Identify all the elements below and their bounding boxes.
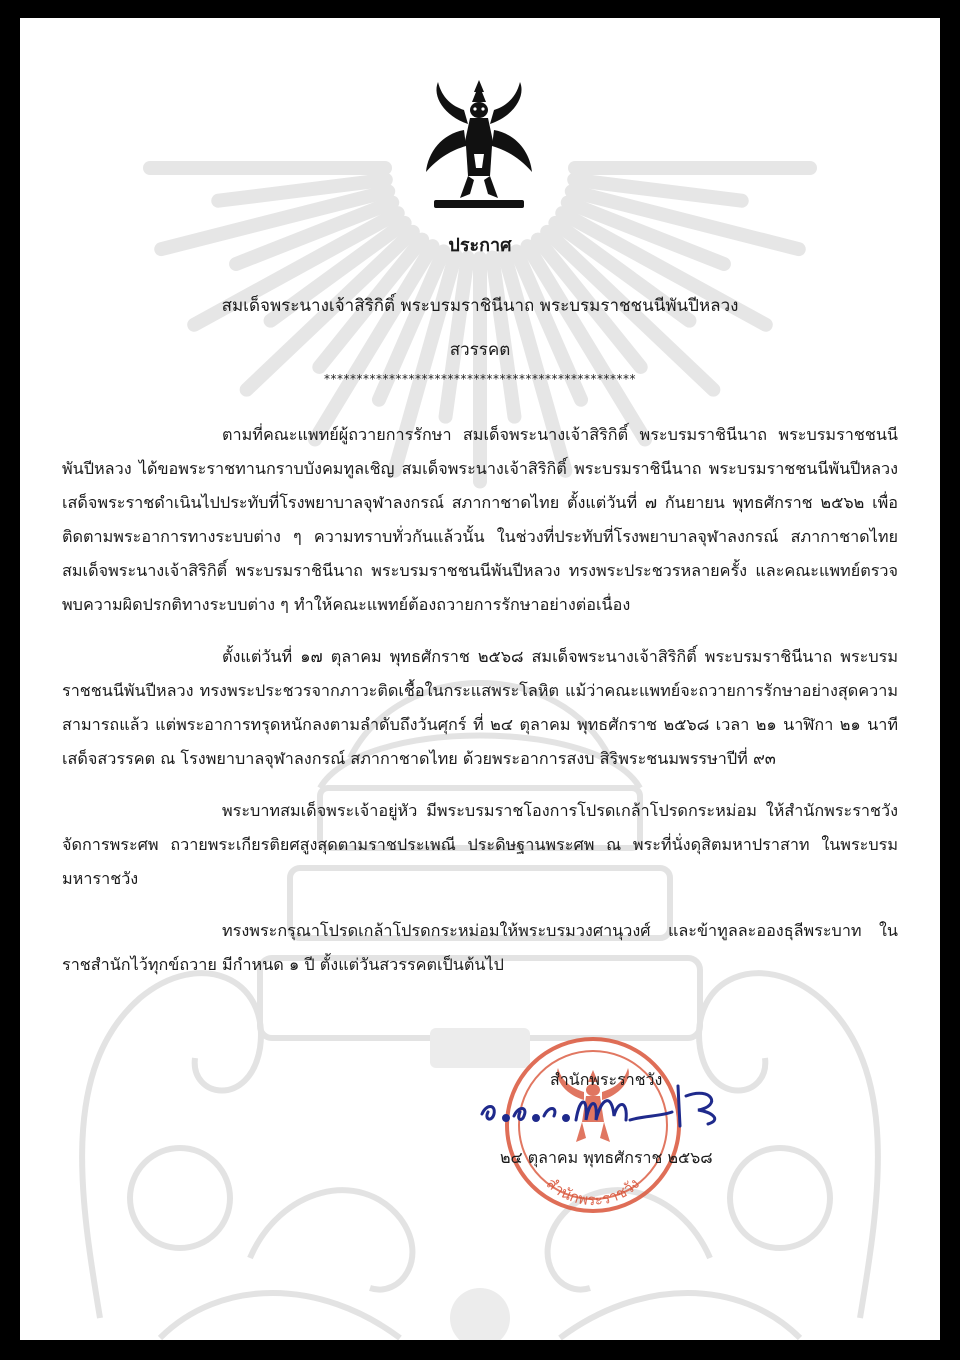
paragraph: พระบาทสมเด็จพระเจ้าอยู่หัว มีพระบรมราชโองการโปรดเกล้าโปรดกระหม่อม ให้สำนักพระราชวัง จัดการพระศพ ถวายพระเกียรติยศสูงสุดตามราชประเพณี ประดิษฐานพระศพ ณ พระที่นั่งดุสิตมหาปราสาท ในพระบรมมหาราชวัง xyxy=(62,801,898,888)
issuing-office: สำนักพระราชวัง xyxy=(550,1070,663,1089)
paragraph: ตามที่คณะแพทย์ผู้ถวายการรักษา สมเด็จพระนางเจ้าสิริกิติ์ พระบรมราชินีนาถ พระบรมราชชนนีพันปีหลวง ได้ขอพระราชทานกราบบังคมทูลเชิญ สมเด็จพระนางเจ้าสิริกิติ์ พระบรมราชินีนาถ พระบรมราชชนนีพันปีหลวง เสด็จพระราชดำเนินไปประทับที่โรงพยาบาลจุฬาลงกรณ์ สภากาชาดไทย ตั้งแต่วันที่ ๗ กันยายน พุทธศักราช ๒๕๖๒ เพื่อติดตามพระอาการทางระบบต่าง ๆ ความทราบทั่วกันแล้วนั้น ในช่วงที่ประทับที่โรงพยาบาลจุฬาลงกรณ์ สภากาชาดไทย สมเด็จพระนางเจ้าสิริกิติ์ พระบรมราชินีนาถ พระบรมราชชนนีพันปีหลวง ทรงพระประชวรหลายครั้ง และคณะแพทย์ตรวจพบความผิดปรกติทางระบบต่าง ๆ ทำให้คณะแพทย์ต้องถวายการรักษาอย่างต่อเนื่อง xyxy=(62,425,898,614)
garuda-emblem-icon xyxy=(424,76,534,216)
announcement-heading: ประกาศ xyxy=(448,235,512,256)
announcement-body xyxy=(62,418,898,1000)
paragraph: ทรงพระกรุณาโปรดเกล้าโปรดกระหม่อมให้พระบรมวงศานุวงศ์ และข้าทูลละอองธุลีพระบาท ในราชสำนักไว้ทุกข์ถวาย มีกำหนด ๑ ปี ตั้งแต่วันสวรรคตเป็นต้นไป xyxy=(62,921,898,974)
document-page xyxy=(20,18,940,1340)
paragraph: ตั้งแต่วันที่ ๑๗ ตุลาคม พุทธศักราช ๒๕๖๘ สมเด็จพระนางเจ้าสิริกิติ์ พระบรมราชินีนาถ พระบรมราชชนนีพันปีหลวง ทรงพระประชวรจากภาวะติดเชื้อในกระแสพระโลหิต แม้ว่าคณะแพทย์จะถวายการรักษาอย่างสุดความสามารถแล้ว แต่พระอาการทรุดหนักลงตามลำดับถึงวันศุกร์ ที่ ๒๔ ตุลาคม พุทธศักราช ๒๕๖๘ เวลา ๒๑ นาฬิกา ๒๑ นาที เสด็จสวรรคต ณ โรงพยาบาลจุฬาลงกรณ์ สภากาชาดไทย ด้วยพระอาการสงบ สิริพระชนมพรรษาปีที่ ๙๓ xyxy=(62,647,898,768)
separator-line: ************************************************ xyxy=(324,372,636,386)
announcement-subject: สมเด็จพระนางเจ้าสิริกิติ์ พระบรมราชินีนาถ พระบรมราชชนนีพันปีหลวง xyxy=(221,296,739,316)
announcement-subject-line2: สวรรคต xyxy=(449,340,511,360)
issue-date: ๒๔ ตุลาคม พุทธศักราช ๒๕๖๘ xyxy=(500,1148,713,1167)
seal-text: สำนักพระราชวัง xyxy=(542,1174,643,1210)
handwritten-signature xyxy=(472,1076,742,1136)
